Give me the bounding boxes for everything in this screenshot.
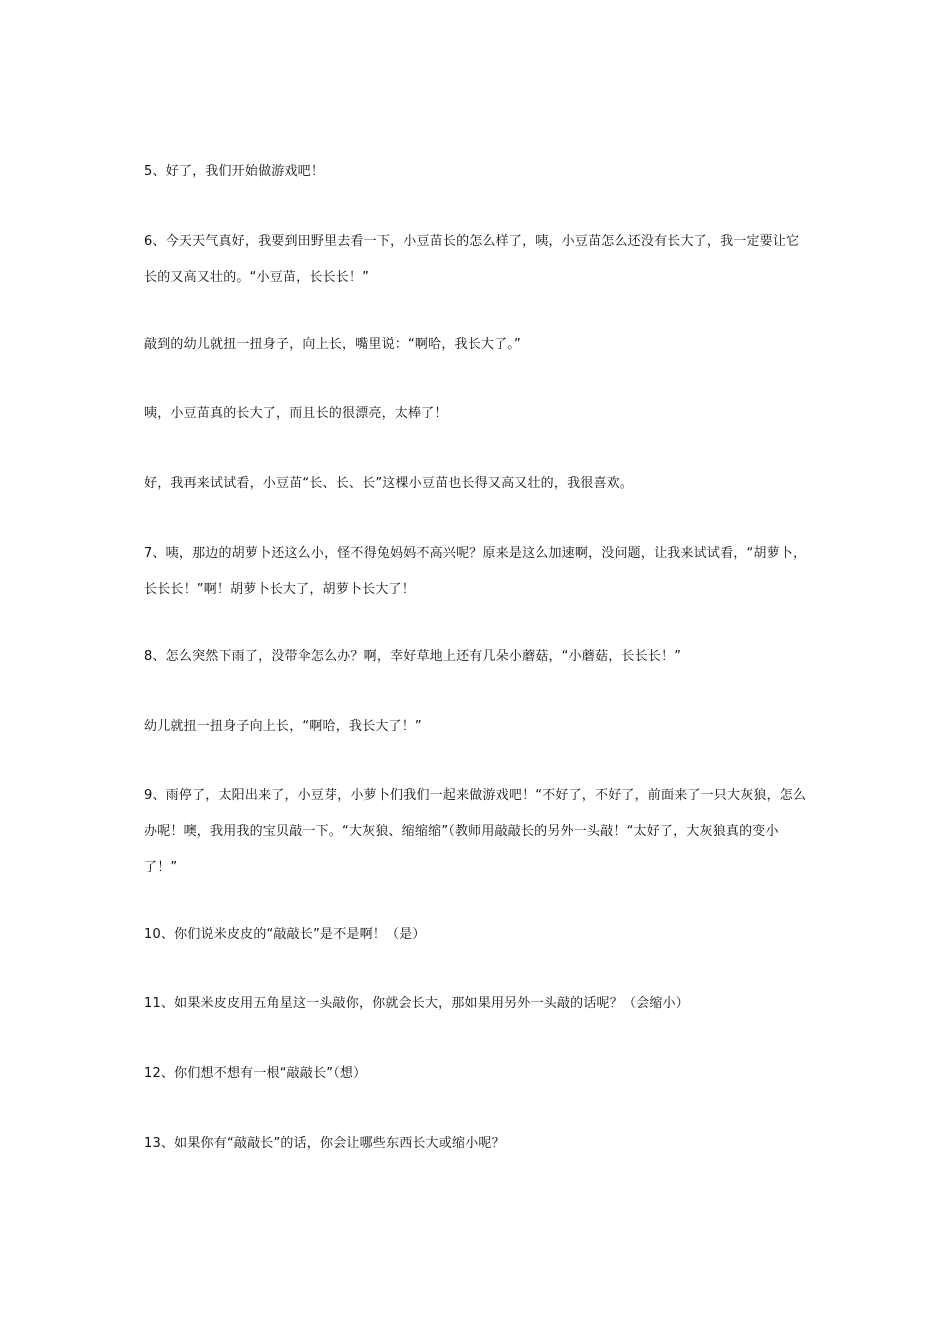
paragraph-10: 10、你们说米皮皮的“敲敲长”是不是啊！（是）: [144, 927, 426, 942]
paragraph-6-remark: 咦，小豆苗真的长大了，而且长的很漂亮，太棒了！: [144, 406, 448, 421]
paragraph-12: 12、你们想不想有一根“敲敲长”（想）: [144, 1066, 367, 1081]
paragraph-5: 5、好了，我们开始做游戏吧！: [144, 164, 325, 179]
paragraph-7: 7、咦，那边的胡萝卜还这么小，怪不得兔妈妈不高兴呢？原来是这么加速啊，没问题，让我来试试看，“胡萝卜，长长长！”啊！胡萝卜长大了，胡萝卜长大了！: [144, 546, 807, 597]
paragraph-8-response: 幼儿就扭一扭身子向上长，“啊哈，我长大了！”: [144, 719, 422, 734]
paragraph-6: 6、今天天气真好，我要到田野里去看一下，小豆苗长的怎么样了，咦，小豆苗怎么还没有长大了，我一定要让它长的又高又壮的。“小豆苗，长长长！”: [144, 234, 800, 285]
paragraph-6-response: 敲到的幼儿就扭一扭身子，向上长，嘴里说：“啊哈，我长大了。”: [144, 337, 521, 352]
paragraph-11: 11、如果米皮皮用五角星这一头敲你，你就会长大，那如果用另外一头敲的话呢？（会缩小）: [144, 996, 689, 1011]
paragraph-13: 13、如果你有“敲敲长”的话，你会让哪些东西长大或缩小呢？: [144, 1136, 505, 1151]
paragraph-6-retry: 好，我再来试试看，小豆苗“长、长、长”这棵小豆苗也长得又高又壮的，我很喜欢。: [144, 476, 634, 491]
paragraph-8: 8、怎么突然下雨了，没带伞怎么办？啊，幸好草地上还有几朵小蘑菇，“小蘑菇，长长长！”: [144, 649, 682, 664]
paragraph-9: 9、雨停了，太阳出来了，小豆芽，小萝卜们我们一起来做游戏吧！“不好了，不好了，前面来了一只大灰狼，怎么办呢！噢，我用我的宝贝敲一下。“大灰狼、缩缩缩”（教师用敲敲长的另外一头敲！“太好了，大灰狼真的变小了！”: [144, 788, 807, 875]
